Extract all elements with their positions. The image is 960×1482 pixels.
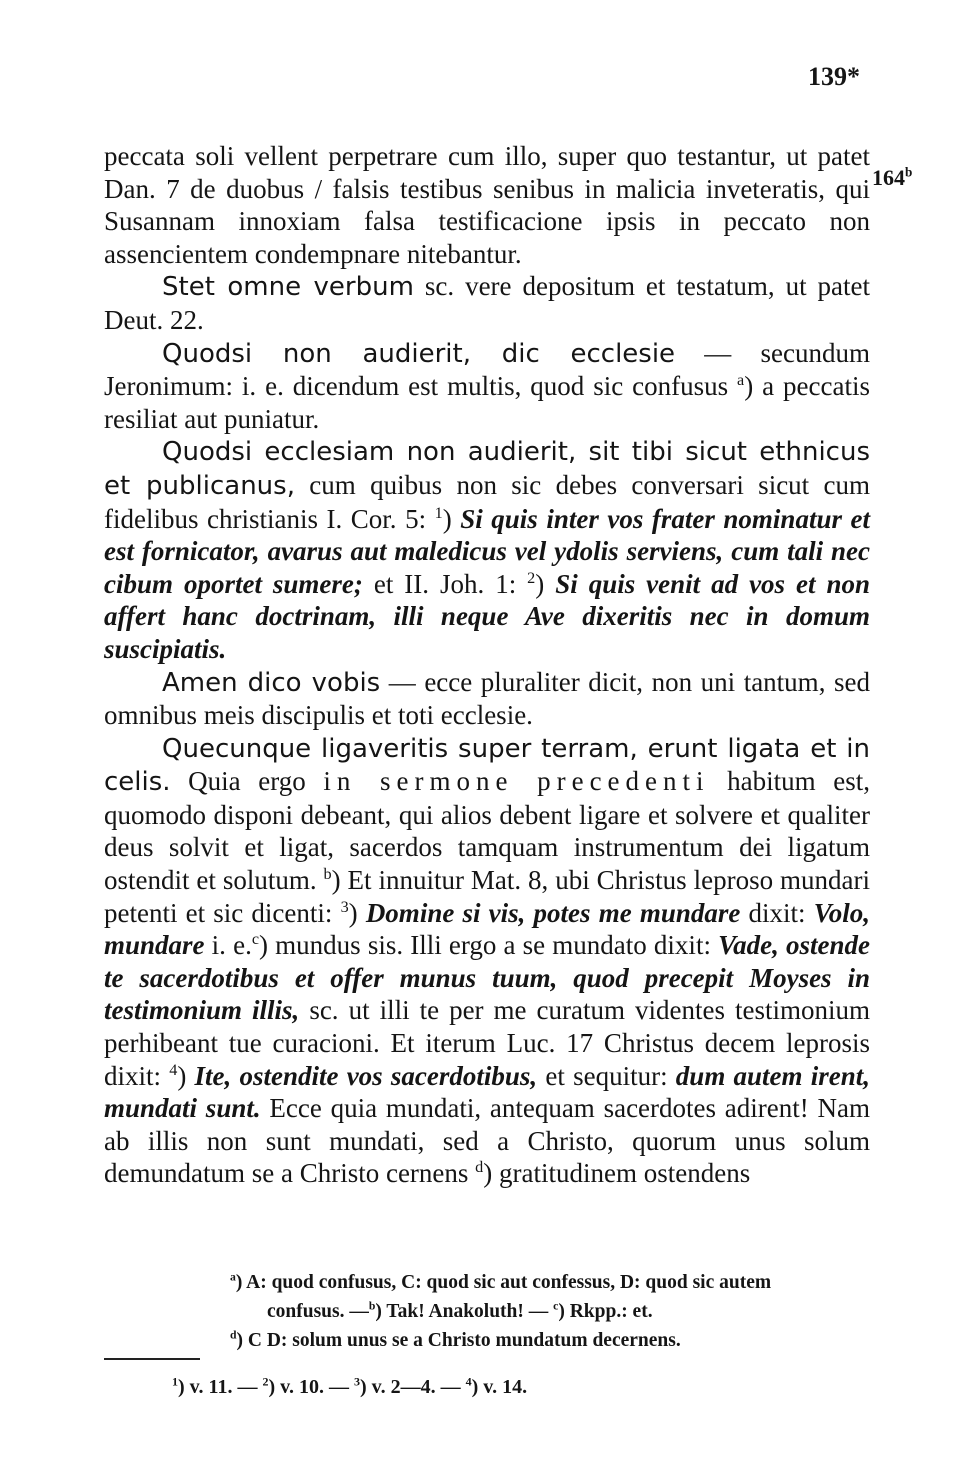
main-text: [104, 140, 870, 1190]
paragraph-5: Amen dico vobis — ecce pluraliter dicit, non uni tantum, sed omnibus meis discipulis et toti ecclesie.: [104, 666, 870, 731]
page-number: 139*: [808, 62, 860, 91]
footnote-d: $^d$) C D: solum unus se a Christo mundatum decernens.: [230, 1328, 681, 1351]
paragraph-2: Stet omne verbum sc. vere depositum et testatum, ut patet Deut. 22.: [104, 271, 870, 335]
paragraph-4: Quodsi ecclesiam non audierit, sit tibi sicut ethnicus et publicanus, cum quibus non sic debes conversari sicut cum fidelibus christianis I. Cor. 5: $^1$) Si quis inter vos frater nominatur et est fornicator, avarus aut maledicus vel ydolis serviens, cum tali nec cibum oportet sumere; et II. Joh. 1: $^2$) Si quis venit ad vos et non affert hanc doctrinam, illi neque Ave dixeritis nec in domum suscipiatis.: [104, 437, 870, 664]
paragraph-1: peccata soli vellent perpetrare cum illo, super quo testantur, ut patet Dan. 7 de duobus / falsis testibus senibus in malicia inveteratis, qui Susannam innoxiam falsa testificacione ipsis in peccato non assencientem condempnare nitebantur.: [104, 141, 870, 269]
margin-folio-note: 164$^b$: [872, 164, 913, 190]
footnote-a-c: $^a$) A: quod confusus, C: quod sic aut confessus, D: quod sic autem: [230, 1270, 772, 1293]
paragraph-3: Quodsi non audierit, dic ecclesie — secundum Jeronimum: i. e. dicendum est multis, quod sic confusus $^a$) a peccatis resiliat aut puniatur.: [104, 337, 870, 434]
footnote-a-c-continued: confusus. —$^b$) Tak! Anakoluth! — $^c$) Rkpp.: et.: [267, 1299, 653, 1322]
footnote-divider: [104, 1358, 200, 1360]
bible-references: $^1$) v. 11. — $^2$) v. 10. — $^3$) v. 2—4. — $^4$) v. 14.: [172, 1374, 528, 1398]
paragraph-6: Quecunque ligaveritis super terram, erunt ligata et in celis. Quia ergo in sermone precedenti habitum est, quomodo disponi debeant, qui alios debent ligare et solvere et qualiter deus solvit et ligat, sacerdos tamquam instrumentum dei ligatum ostendit et solutum. $^b$) Et innuitur Mat. 8, ubi Christus leproso mundari petenti et sic dicenti: $^3$) Domine si vis, potes me mundare dixit: Volo, mundare i. e.$^c$) mundus sis. Illi ergo a se mundato dixit: Vade, ostende te sacerdotibus et offer munus tuum, quod precepit Moyses in testimonium illis, sc. ut illi te per me curatum videntes testimonium perhibeant tue curacioni. Et iterum Luc. 17 Christus decem leprosis dixit: $^4$) Ite, ostendite vos sacerdotibus, et sequitur: dum autem irent, mundati sunt. Ecce quia mundati, antequam sacerdotes adirent! Nam ab illis non sunt mundati, sed a Christo, quorum unus solum demundatum se a Christo cernens $^d$) gratitudinem ostendens: [104, 733, 871, 1189]
critical-apparatus: [230, 1268, 880, 1355]
